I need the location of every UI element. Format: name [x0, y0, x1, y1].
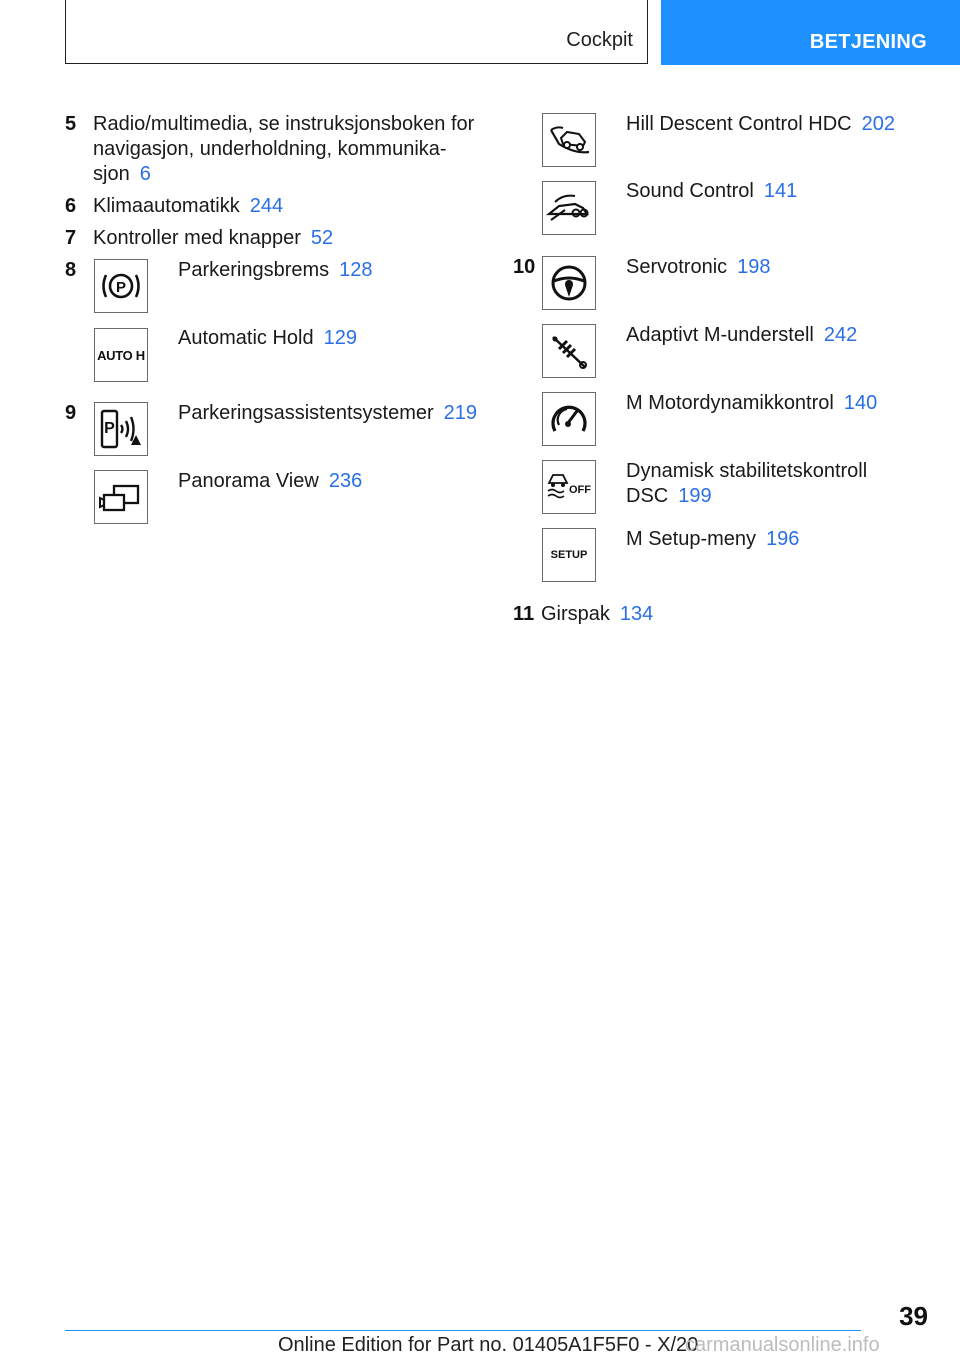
svg-text:P: P — [115, 279, 127, 296]
item-number-7: 7 — [65, 227, 77, 249]
item-number-10: 10 — [513, 256, 536, 278]
footer-divider — [65, 1330, 861, 1331]
sound-control-icon — [542, 181, 596, 235]
right-entry-sound: Sound Control 141 — [626, 180, 798, 202]
page-ref-link[interactable]: 219 — [443, 402, 478, 424]
steering-wheel-icon — [542, 256, 596, 310]
hill-descent-icon — [542, 113, 596, 167]
setup-icon: SETUP — [542, 528, 596, 582]
right-entry-servotronic: Servotronic 198 — [626, 256, 771, 278]
item-9-entry-2: Panorama View 236 — [178, 470, 363, 492]
svg-text:P: P — [104, 420, 115, 437]
parking-brake-icon — [94, 259, 148, 313]
page-ref-link[interactable]: 244 — [249, 195, 284, 217]
header-tab — [661, 0, 960, 65]
item-9-entry-1: Parkeringsassistentsystemer 219 — [178, 402, 478, 424]
suspension-icon — [542, 324, 596, 378]
item-number-9: 9 — [65, 402, 77, 424]
svg-text:OFF: OFF — [569, 484, 591, 496]
auto-hold-icon: AUTO H — [94, 328, 148, 382]
page-ref-link[interactable]: 196 — [766, 528, 800, 550]
page-ref-link[interactable]: 199 — [678, 485, 712, 507]
page-number: 39 — [899, 1301, 928, 1331]
right-entry-hdc: Hill Descent Control HDC 202 — [626, 113, 895, 135]
panorama-view-icon — [94, 470, 148, 524]
page-ref-link[interactable]: 242 — [823, 324, 858, 346]
header-box — [65, 0, 648, 64]
item-number-5: 5 — [65, 113, 77, 135]
page-ref-link[interactable]: 6 — [139, 163, 151, 185]
page-ref-link[interactable]: 128 — [339, 259, 373, 281]
dsc-off-icon — [542, 460, 596, 514]
watermark: carmanualsonline.info — [685, 1334, 880, 1356]
item-8-entry-1: Parkeringsbrems 128 — [178, 259, 373, 281]
right-entry-motordynamik: M Motordynamikkontrol 140 — [626, 392, 878, 414]
item-number-11: 11 — [513, 603, 535, 625]
right-entry-dsc: Dynamisk stabilitetskontroll DSC 199 — [626, 460, 868, 507]
footer-edition: Online Edition for Part no. 01405A1F5F0 - X/20 — [278, 1334, 699, 1356]
page-ref-link[interactable]: 134 — [619, 603, 654, 625]
item-6-text: Klimaautomatikk 244 — [93, 195, 284, 217]
item-number-8: 8 — [65, 259, 77, 281]
page-ref-link[interactable]: 202 — [861, 113, 895, 135]
header-tab-label: BETJENING — [809, 31, 927, 53]
page-ref-link[interactable]: 141 — [763, 180, 798, 202]
item-5-text: Radio/multimedia, se instruksjonsboken for navigasjon, underholdning, kommunika- sjon 6 — [93, 113, 475, 185]
page-ref-link[interactable]: 236 — [328, 470, 363, 492]
item-8-entry-2: Automatic Hold 129 — [178, 327, 357, 349]
right-entry-setup: M Setup-meny 196 — [626, 528, 800, 550]
page-ref-link[interactable]: 140 — [843, 392, 878, 414]
page-ref-link[interactable]: 198 — [737, 256, 771, 278]
page-ref-link[interactable]: 129 — [323, 327, 357, 349]
item-7-text: Kontroller med knapper 52 — [93, 227, 334, 249]
item-number-6: 6 — [65, 195, 77, 217]
gauge-icon — [542, 392, 596, 446]
right-entry-suspension: Adaptivt M-understell 242 — [626, 324, 858, 346]
page-ref-link[interactable]: 52 — [310, 227, 334, 249]
item-11-text: Girspak 134 — [541, 603, 654, 625]
parking-assist-icon — [94, 402, 148, 456]
header-section-title: Cockpit — [566, 29, 633, 51]
